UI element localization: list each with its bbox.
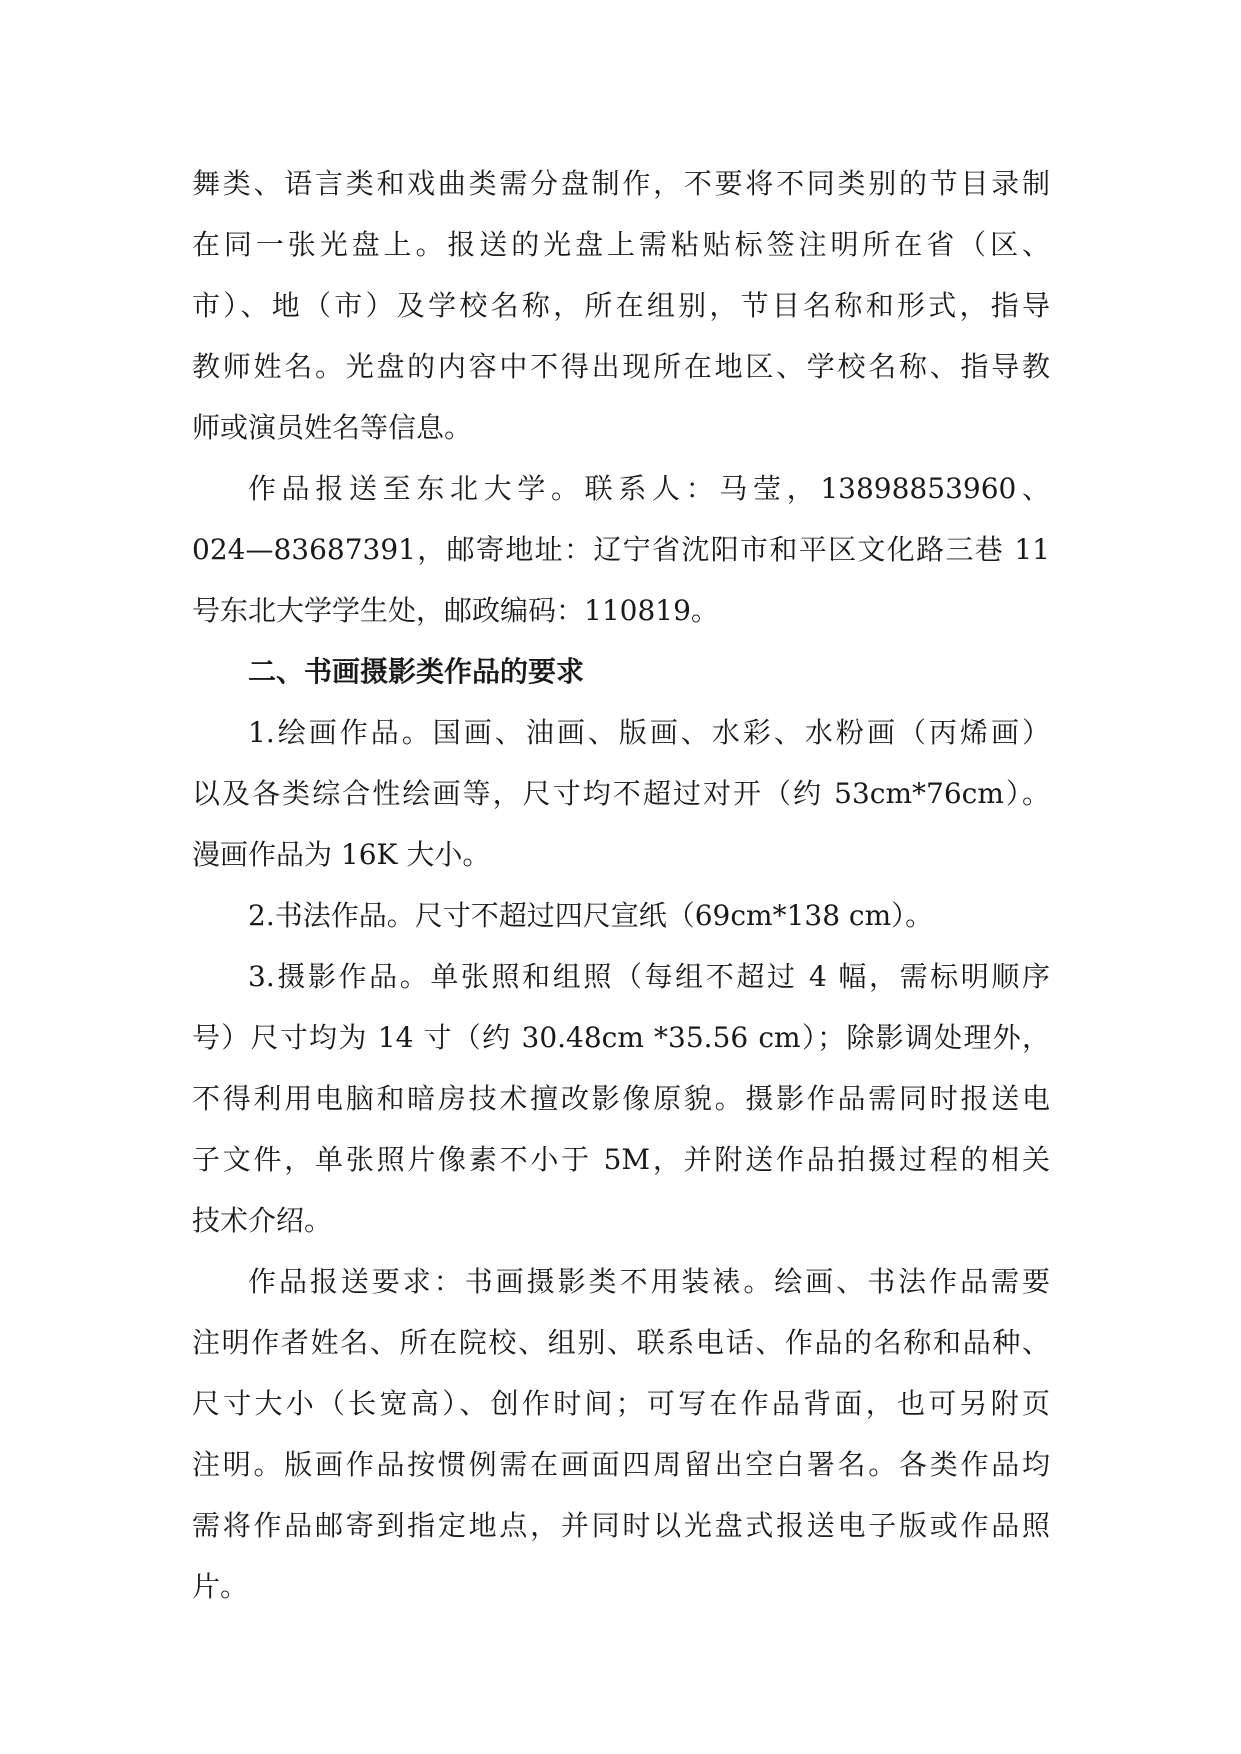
paragraph-line: 以及各类综合性绘画等，尺寸均不超过对开（约 53cm*76cm）。 — [192, 777, 1050, 810]
paragraph-line: 1.绘画作品。国画、油画、版画、水彩、水粉画（丙烯画） — [248, 716, 1050, 749]
paragraph-line: 3.摄影作品。单张照和组照（每组不超过 4 幅，需标明顺序 — [248, 960, 1050, 993]
paragraph-line: 子文件，单张照片像素不小于 5M，并附送作品拍摄过程的相关 — [192, 1143, 1050, 1176]
paragraph-line: 在同一张光盘上。报送的光盘上需粘贴标签注明所在省（区、 — [192, 228, 1050, 261]
paragraph-line: 市）、地（市）及学校名称，所在组别，节目名称和形式，指导 — [192, 289, 1050, 322]
paragraph-line: 教师姓名。光盘的内容中不得出现所在地区、学校名称、指导教 — [192, 350, 1050, 383]
paragraph-line: 尺寸大小（长宽高）、创作时间；可写在作品背面，也可另附页 — [192, 1387, 1050, 1420]
paragraph-line: 舞类、语言类和戏曲类需分盘制作，不要将不同类别的节目录制 — [192, 167, 1050, 200]
paragraph-line: 2.书法作品。尺寸不超过四尺宣纸（69cm*138 cm）。 — [248, 899, 934, 932]
paragraph-line: 技术介绍。 — [192, 1204, 333, 1237]
paragraph-line: 注明作者姓名、所在院校、组别、联系电话、作品的名称和品种、 — [192, 1326, 1050, 1359]
paragraph-line: 注明。版画作品按惯例需在画面四周留出空白署名。各类作品均 — [192, 1448, 1050, 1481]
paragraph-line: 师或演员姓名等信息。 — [192, 411, 473, 444]
paragraph-line: 片。 — [192, 1570, 249, 1603]
paragraph-line: 需将作品邮寄到指定地点，并同时以光盘式报送电子版或作品照 — [192, 1509, 1050, 1542]
paragraph-line: 号东北大学学生处，邮政编码：110819。 — [192, 594, 719, 627]
paragraph-line: 不得利用电脑和暗房技术擅改影像原貌。摄影作品需同时报送电 — [192, 1082, 1050, 1115]
paragraph-line: 作品报送至东北大学。联系人：马莹，13898853960、 — [248, 472, 1050, 505]
section-heading: 二、书画摄影类作品的要求 — [248, 655, 585, 688]
paragraph-line: 024—83687391，邮寄地址：辽宁省沈阳市和平区文化路三巷 11 — [192, 533, 1050, 566]
paragraph-line: 作品报送要求：书画摄影类不用装裱。绘画、书法作品需要 — [248, 1265, 1050, 1298]
paragraph-line: 漫画作品为 16K 大小。 — [192, 838, 491, 871]
paragraph-line: 号）尺寸均为 14 寸（约 30.48cm *35.56 cm）；除影调处理外， — [192, 1021, 1050, 1054]
